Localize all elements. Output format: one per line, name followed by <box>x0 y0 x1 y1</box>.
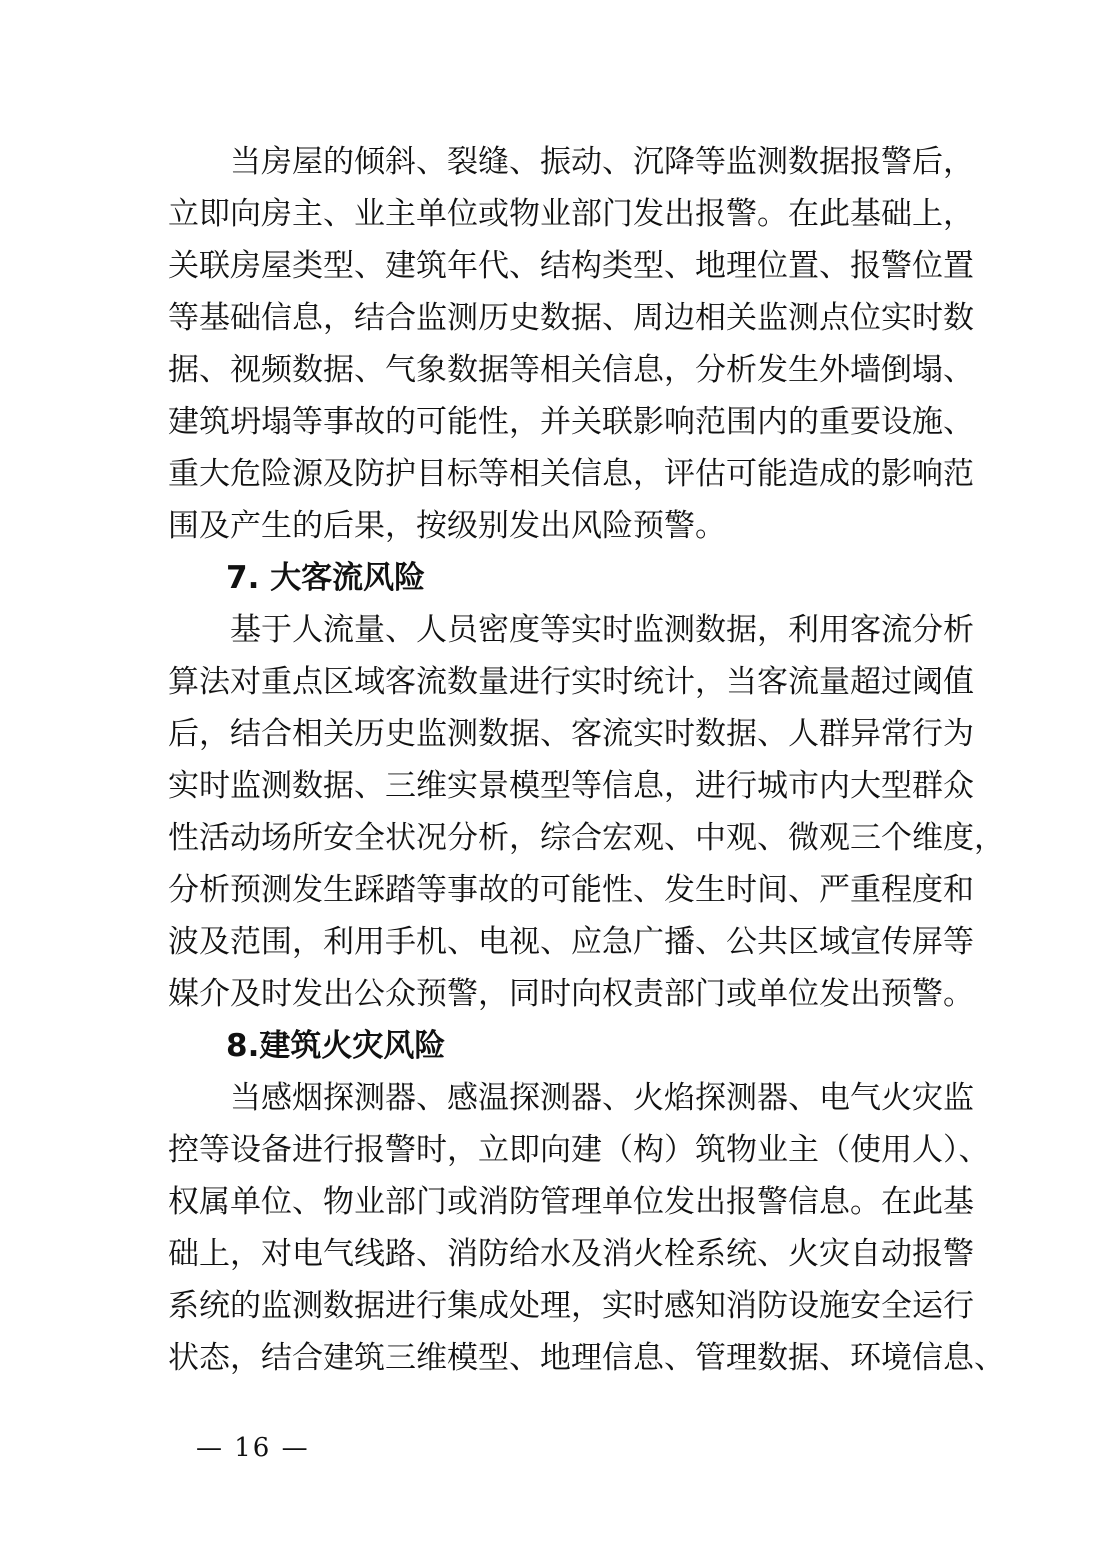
text-line: 状态，结合建筑三维模型、地理信息、管理数据、环境信息、 <box>168 1340 1005 1376</box>
section-heading-7: 7. 大客流风险 <box>226 560 426 596</box>
text-line: 控等设备进行报警时，立即向建（构）筑物业主（使用人）、 <box>168 1132 990 1168</box>
text-line: 重大危险源及防护目标等相关信息，评估可能造成的影响范 <box>168 456 974 492</box>
text-line: 性活动场所安全状况分析，综合宏观、中观、微观三个维度， <box>168 820 1005 856</box>
text-line: 权属单位、物业部门或消防管理单位发出报警信息。在此基 <box>168 1184 974 1220</box>
text-line: 当感烟探测器、感温探测器、火焰探测器、电气火灾监 <box>230 1080 974 1116</box>
text-line: 当房屋的倾斜、裂缝、振动、沉降等监测数据报警后， <box>230 144 974 180</box>
text-line: 建筑坍塌等事故的可能性，并关联影响范围内的重要设施、 <box>168 404 974 440</box>
text-line: 础上，对电气线路、消防给水及消火栓系统、火灾自动报警 <box>168 1236 974 1272</box>
page-number: — 16 — <box>196 1433 310 1463</box>
text-line: 关联房屋类型、建筑年代、结构类型、地理位置、报警位置 <box>168 248 974 284</box>
text-line: 媒介及时发出公众预警，同时向权责部门或单位发出预警。 <box>168 976 974 1012</box>
text-line: 实时监测数据、三维实景模型等信息，进行城市内大型群众 <box>168 768 974 804</box>
text-line: 基于人流量、人员密度等实时监测数据，利用客流分析 <box>230 612 974 648</box>
text-line: 系统的监测数据进行集成处理，实时感知消防设施安全运行 <box>168 1288 974 1324</box>
text-line: 等基础信息，结合监测历史数据、周边相关监测点位实时数 <box>168 300 974 336</box>
text-line: 据、视频数据、气象数据等相关信息，分析发生外墙倒塌、 <box>168 352 974 388</box>
text-line: 立即向房主、业主单位或物业部门发出报警。在此基础上， <box>168 196 974 232</box>
text-line: 分析预测发生踩踏等事故的可能性、发生时间、严重程度和 <box>168 872 974 908</box>
text-line: 围及产生的后果，按级别发出风险预警。 <box>168 508 726 544</box>
text-line: 后，结合相关历史监测数据、客流实时数据、人群异常行为 <box>168 716 974 752</box>
text-line: 算法对重点区域客流数量进行实时统计，当客流量超过阈值 <box>168 664 974 700</box>
section-heading-8: 8.建筑火灾风险 <box>226 1028 446 1064</box>
document-body <box>168 136 1005 1384</box>
text-line: 波及范围，利用手机、电视、应急广播、公共区域宣传屏等 <box>168 924 974 960</box>
